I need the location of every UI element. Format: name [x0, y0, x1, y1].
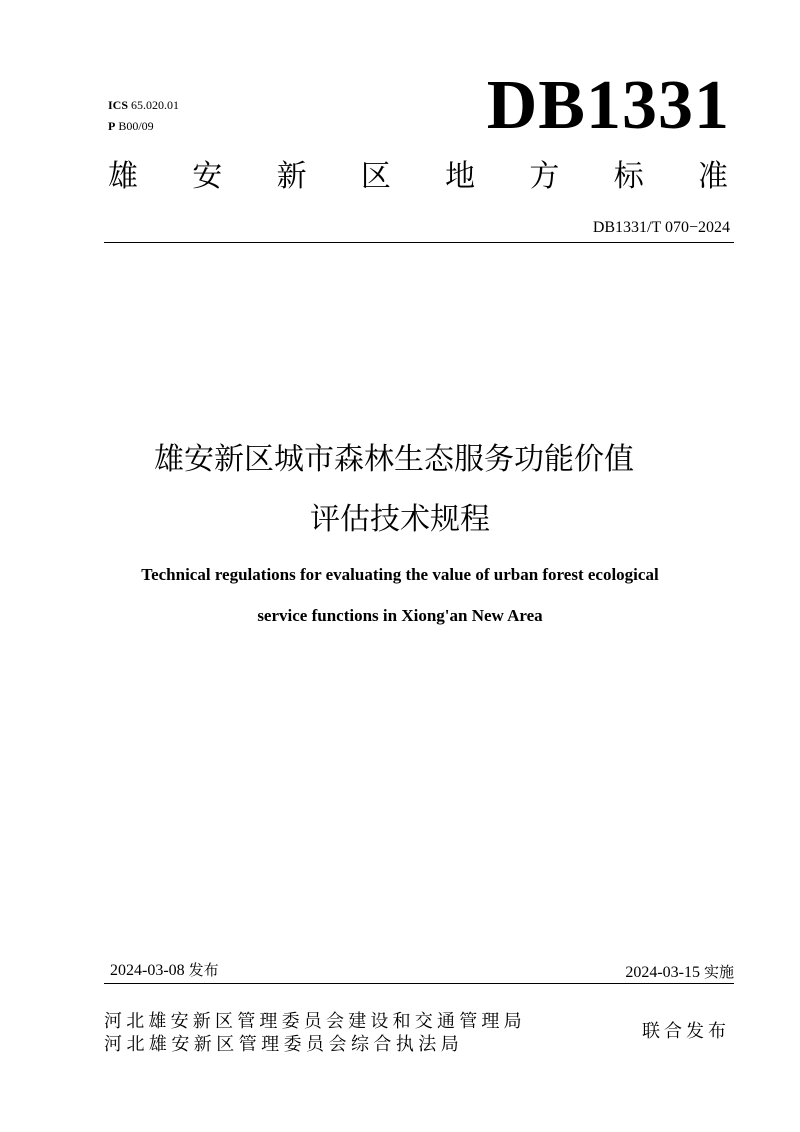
issuer-line-1: 河北雄安新区管理委员会建设和交通管理局 [104, 1011, 526, 1032]
implementation-date-value: 2024-03-15 [625, 964, 700, 981]
title-en-line-2: service functions in Xiong'an New Area [257, 606, 543, 625]
standard-code: DB1331 [486, 67, 730, 144]
standard-number: DB1331/T 070−2024 [592, 219, 730, 236]
standard-type-char: 新 [276, 159, 307, 194]
footer-divider [104, 983, 734, 984]
header-divider [104, 242, 734, 243]
ics-code: 65.020.01 [131, 98, 180, 112]
standard-type-char: 准 [697, 159, 728, 194]
ics-label: ICS [108, 98, 129, 112]
standard-type [108, 157, 728, 197]
issue-label: 发布 [188, 961, 219, 979]
ccs-code: B00/09 [118, 119, 154, 133]
issuer-line-2: 河北雄安新区管理委员会综合执法局 [104, 1034, 464, 1055]
title-cn-line-1: 雄安新区城市森林生态服务功能价值 [154, 442, 634, 477]
ccs-classification [108, 119, 154, 133]
title-cn-line-2: 评估技术规程 [310, 502, 490, 537]
issue-date [110, 960, 219, 981]
implementation-label: 实施 [703, 963, 734, 981]
standard-type-char: 地 [445, 159, 476, 194]
implementation-date [625, 962, 734, 983]
issue-date-value: 2024-03-08 [110, 962, 185, 979]
ics-classification [108, 98, 179, 112]
standard-type-char: 安 [192, 159, 223, 194]
title-en-line-1: Technical regulations for evaluating the value of urban forest ecological [141, 565, 659, 584]
standard-type-char: 方 [529, 159, 560, 194]
standard-type-char: 标 [613, 159, 644, 194]
ccs-label: P [108, 119, 116, 133]
standard-type-char: 雄 [108, 159, 138, 194]
joint-release-label: 联合发布 [642, 1021, 730, 1042]
standard-type-char: 区 [360, 159, 391, 194]
